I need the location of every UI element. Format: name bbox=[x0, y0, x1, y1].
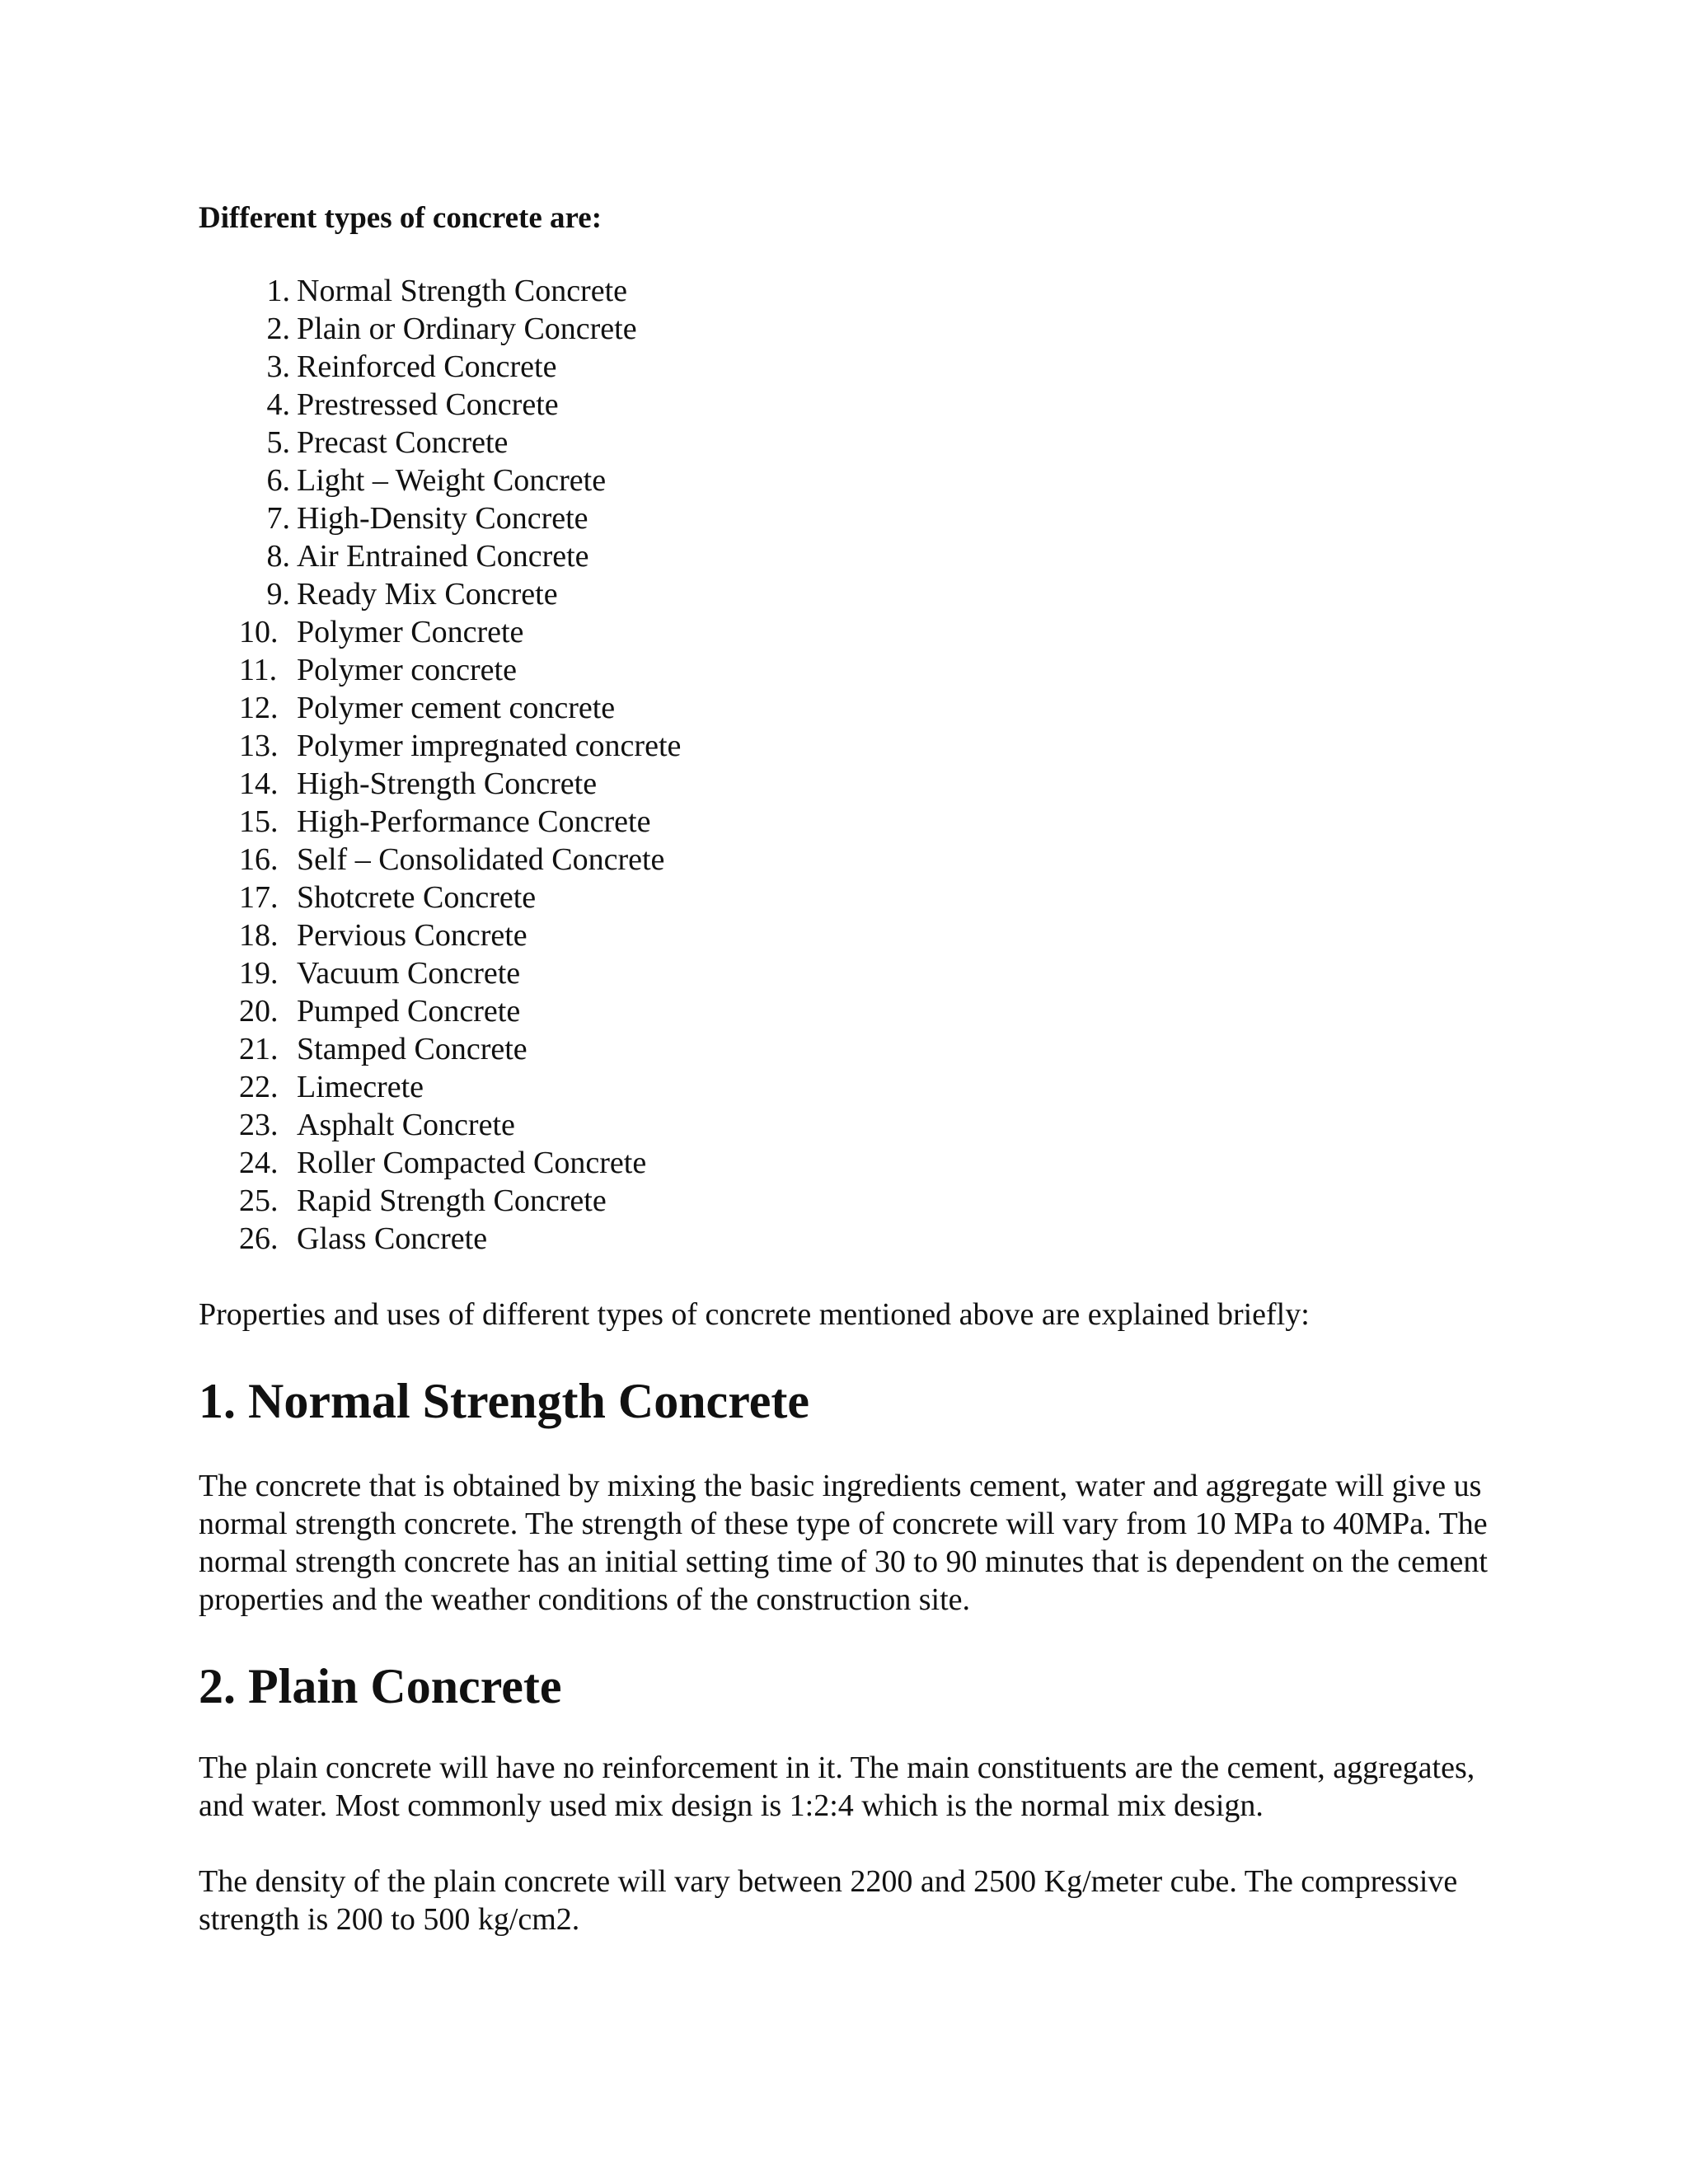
list-item-label: Polymer impregnated concrete bbox=[297, 729, 682, 763]
list-item-number: 6. bbox=[266, 463, 290, 498]
list-item bbox=[239, 310, 681, 348]
list-item bbox=[239, 424, 681, 462]
list-item-label: High-Density Concrete bbox=[297, 501, 588, 536]
list-item-label: Light – Weight Concrete bbox=[297, 463, 607, 498]
list-item-label: Polymer Concrete bbox=[297, 615, 524, 649]
list-item-number: 25. bbox=[239, 1183, 279, 1218]
list-item-label: Prestressed Concrete bbox=[297, 387, 559, 422]
list-item-number: 4. bbox=[266, 387, 290, 422]
list-item bbox=[239, 386, 681, 424]
section-paragraph-plain-concrete-2: The density of the plain concrete will vary between 2200 and 2500 Kg/meter cube. The compressive strength is 200 to 500 kg/cm2. bbox=[199, 1864, 1458, 1937]
list-item-number: 8. bbox=[266, 539, 290, 574]
list-item bbox=[239, 272, 681, 310]
list-item bbox=[239, 348, 681, 386]
section-paragraph-plain-concrete-1: The plain concrete will have no reinforcement in it. The main constituents are the cement, aggregates, and water. Most commonly used mix design is 1:2:4 which is the normal mix design. bbox=[199, 1750, 1475, 1823]
list-item-label: Ready Mix Concrete bbox=[297, 577, 558, 612]
list-item bbox=[239, 803, 681, 841]
section-heading-normal-strength: 1. Normal Strength Concrete bbox=[199, 1374, 809, 1428]
list-item-label: Shotcrete Concrete bbox=[297, 880, 537, 915]
list-item-number: 26. bbox=[239, 1221, 279, 1256]
list-item bbox=[239, 992, 681, 1030]
list-item-label: High-Performance Concrete bbox=[297, 804, 651, 839]
list-item bbox=[239, 613, 681, 651]
list-item bbox=[239, 1030, 681, 1068]
list-item bbox=[239, 954, 681, 992]
list-item-number: 17. bbox=[239, 880, 279, 915]
list-item-number: 7. bbox=[266, 501, 290, 536]
section-paragraph-normal-strength: The concrete that is obtained by mixing the basic ingredients cement, water and aggregate will give us normal strength concrete. The strength of these type of concrete will vary from 10 MPa to 40MPa. The normal strength concrete has an initial setting time of 30 to 90 minutes that is dependent on the cement properties and the weather conditions of the construction site. bbox=[199, 1469, 1488, 1617]
list-item-number: 1. bbox=[266, 274, 290, 308]
list-item-label: Plain or Ordinary Concrete bbox=[297, 312, 637, 346]
list-item-label: Vacuum Concrete bbox=[297, 956, 521, 991]
list-item bbox=[239, 916, 681, 954]
list-item-label: Glass Concrete bbox=[297, 1221, 488, 1256]
list-item-number: 2. bbox=[266, 312, 290, 346]
list-item-number: 13. bbox=[239, 729, 279, 763]
list-item-label: Asphalt Concrete bbox=[297, 1108, 515, 1142]
list-item-label: Rapid Strength Concrete bbox=[297, 1183, 607, 1218]
list-item-number: 19. bbox=[239, 956, 279, 991]
list-item-label: Limecrete bbox=[297, 1070, 424, 1104]
list-item bbox=[239, 689, 681, 727]
list-item bbox=[239, 1144, 681, 1182]
list-item bbox=[239, 841, 681, 879]
list-item-label: Stamped Concrete bbox=[297, 1032, 528, 1066]
list-item-number: 15. bbox=[239, 804, 279, 839]
list-item-label: Pervious Concrete bbox=[297, 918, 528, 953]
list-item-label: Reinforced Concrete bbox=[297, 349, 557, 384]
list-item-number: 16. bbox=[239, 842, 279, 877]
list-item-number: 18. bbox=[239, 918, 279, 953]
list-item-number: 9. bbox=[266, 577, 290, 612]
list-item bbox=[239, 1068, 681, 1106]
list-item bbox=[239, 499, 681, 537]
list-item bbox=[239, 727, 681, 765]
concrete-types-list bbox=[239, 272, 681, 1258]
list-item-number: 11. bbox=[239, 653, 278, 687]
list-item-label: Polymer concrete bbox=[297, 653, 517, 687]
list-item-number: 21. bbox=[239, 1032, 279, 1066]
list-item bbox=[239, 462, 681, 499]
list-item bbox=[239, 537, 681, 575]
list-item bbox=[239, 1182, 681, 1220]
list-item bbox=[239, 651, 681, 689]
list-item-label: Roller Compacted Concrete bbox=[297, 1146, 647, 1180]
list-item-label: Precast Concrete bbox=[297, 425, 509, 460]
list-item-label: Self – Consolidated Concrete bbox=[297, 842, 665, 877]
list-item-number: 22. bbox=[239, 1070, 279, 1104]
list-item-label: Normal Strength Concrete bbox=[297, 274, 628, 308]
summary-line: Properties and uses of different types of concrete mentioned above are explained briefly: bbox=[199, 1297, 1310, 1332]
list-item bbox=[239, 879, 681, 916]
list-item-number: 10. bbox=[239, 615, 279, 649]
section-heading-plain-concrete: 2. Plain Concrete bbox=[199, 1659, 562, 1713]
intro-heading: Different types of concrete are: bbox=[199, 201, 603, 235]
list-item-label: Polymer cement concrete bbox=[297, 691, 616, 725]
list-item-number: 3. bbox=[266, 349, 290, 384]
list-item-label: Air Entrained Concrete bbox=[297, 539, 589, 574]
list-item-number: 14. bbox=[239, 766, 279, 801]
list-item-number: 12. bbox=[239, 691, 279, 725]
list-item-label: Pumped Concrete bbox=[297, 994, 521, 1029]
list-item bbox=[239, 575, 681, 613]
list-item-label: High-Strength Concrete bbox=[297, 766, 598, 801]
list-item bbox=[239, 1106, 681, 1144]
list-item-number: 20. bbox=[239, 994, 279, 1029]
list-item-number: 5. bbox=[266, 425, 290, 460]
list-item-number: 24. bbox=[239, 1146, 279, 1180]
list-item bbox=[239, 765, 681, 803]
list-item-number: 23. bbox=[239, 1108, 279, 1142]
list-item bbox=[239, 1220, 681, 1258]
